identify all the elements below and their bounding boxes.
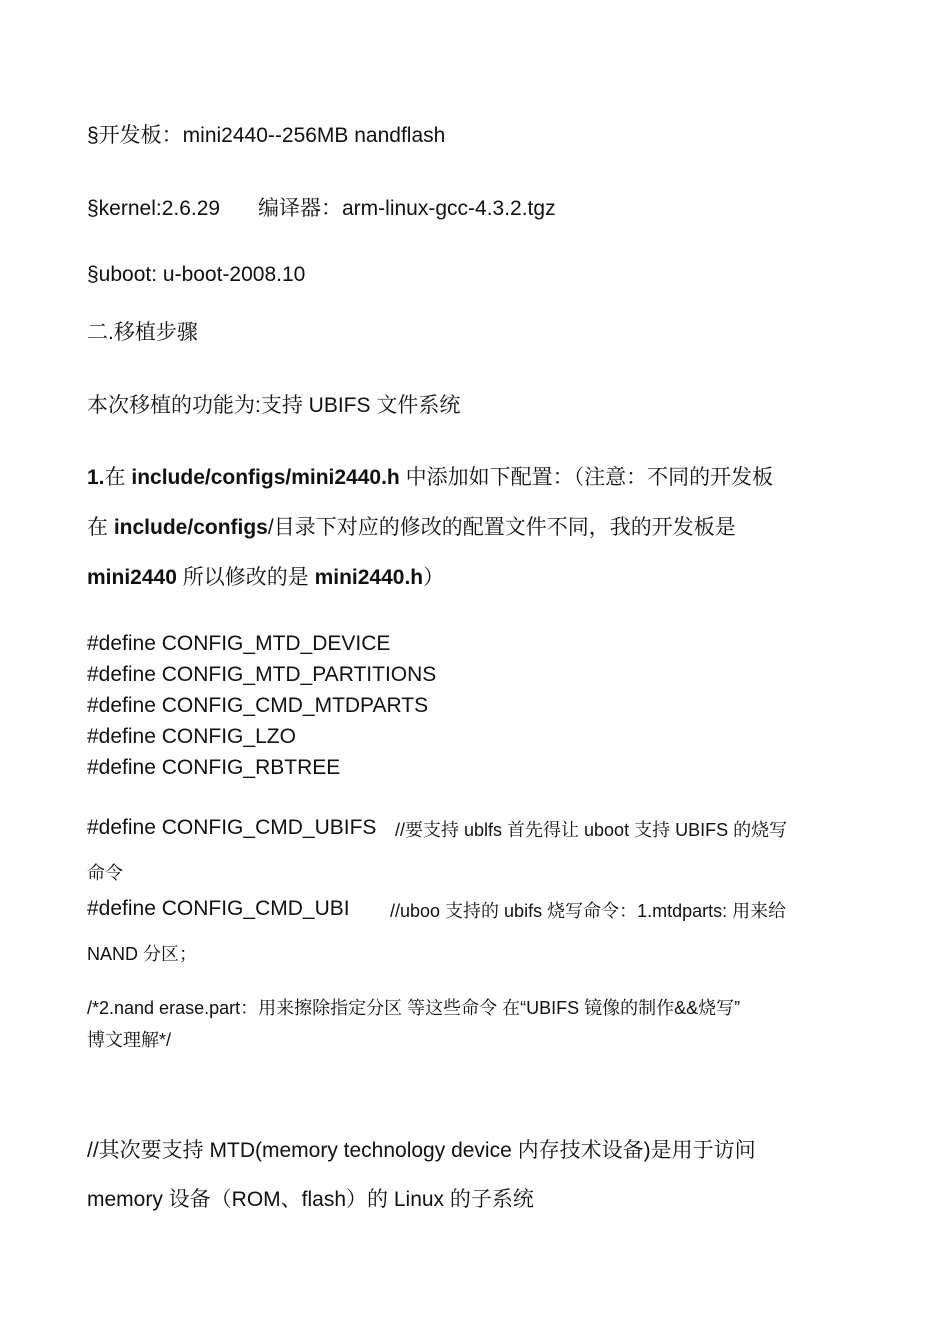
step1-text-a: 在 — [104, 466, 132, 489]
step1-text-d: /目录下对应的修改的配置文件不同，我的开发板是 — [267, 516, 736, 539]
step1-line2 — [87, 515, 736, 541]
board-line: §开发板：mini2440--256MB nandflash — [87, 124, 446, 147]
board-name: mini2440 — [87, 566, 177, 589]
define-rbtree: #define CONFIG_RBTREE — [87, 756, 341, 779]
step1-text-e: 所以修改的是 — [176, 566, 315, 589]
step1-text-c: 在 — [87, 516, 114, 539]
kernel-line: §kernel:2.6.29 — [87, 197, 221, 220]
compiler-line: 编译器：arm-linux-gcc-4.3.2.tgz — [258, 197, 556, 220]
block-comment-line1: /*2.nand erase.part：用来擦除指定分区 等这些命令 在“UBIFS 镜像的制作&&烧写” — [87, 998, 741, 1018]
ubi-comment: //uboo 支持的 ubifs 烧写命令：1.mtdparts: 用来给 — [390, 901, 787, 921]
step-number: 1. — [87, 466, 105, 489]
ubi-comment-cont: NAND 分区； — [87, 944, 198, 964]
define-cmd-ubifs: #define CONFIG_CMD_UBIFS — [87, 816, 377, 839]
step1-text-f: ） — [423, 566, 445, 589]
mtd-line1: //其次要支持 MTD(memory technology device 内存技术设备)是用于访问 — [87, 1139, 756, 1162]
intro-line: 本次移植的功能为:支持 UBIFS 文件系统 — [87, 394, 461, 417]
ubifs-comment: //要支持 ublfs 首先得让 uboot 支持 UBIFS 的烧写 — [395, 820, 788, 840]
uboot-line: §uboot: u-boot-2008.10 — [87, 263, 306, 286]
step1-line1 — [87, 465, 773, 491]
config-dir-path: include/configs — [113, 516, 268, 539]
ubifs-comment-cont: 命令 — [87, 863, 123, 883]
define-lzo: #define CONFIG_LZO — [87, 725, 296, 748]
config-file-path: include/configs/mini2440.h — [131, 466, 400, 489]
section-title: 二.移植步骤 — [87, 321, 198, 344]
define-mtd-partitions: #define CONFIG_MTD_PARTITIONS — [87, 663, 437, 686]
define-cmd-mtdparts: #define CONFIG_CMD_MTDPARTS — [87, 694, 429, 717]
block-comment-line2: 博文理解*/ — [87, 1030, 172, 1050]
step1-line3 — [87, 565, 444, 591]
define-cmd-ubi: #define CONFIG_CMD_UBI — [87, 897, 350, 920]
step1-text-b: 中添加如下配置：（注意：不同的开发板 — [399, 466, 774, 489]
config-file-name: mini2440.h — [314, 566, 424, 589]
define-mtd-device: #define CONFIG_MTD_DEVICE — [87, 632, 391, 655]
mtd-line2: memory 设备（ROM、flash）的 Linux 的子系统 — [87, 1188, 534, 1211]
